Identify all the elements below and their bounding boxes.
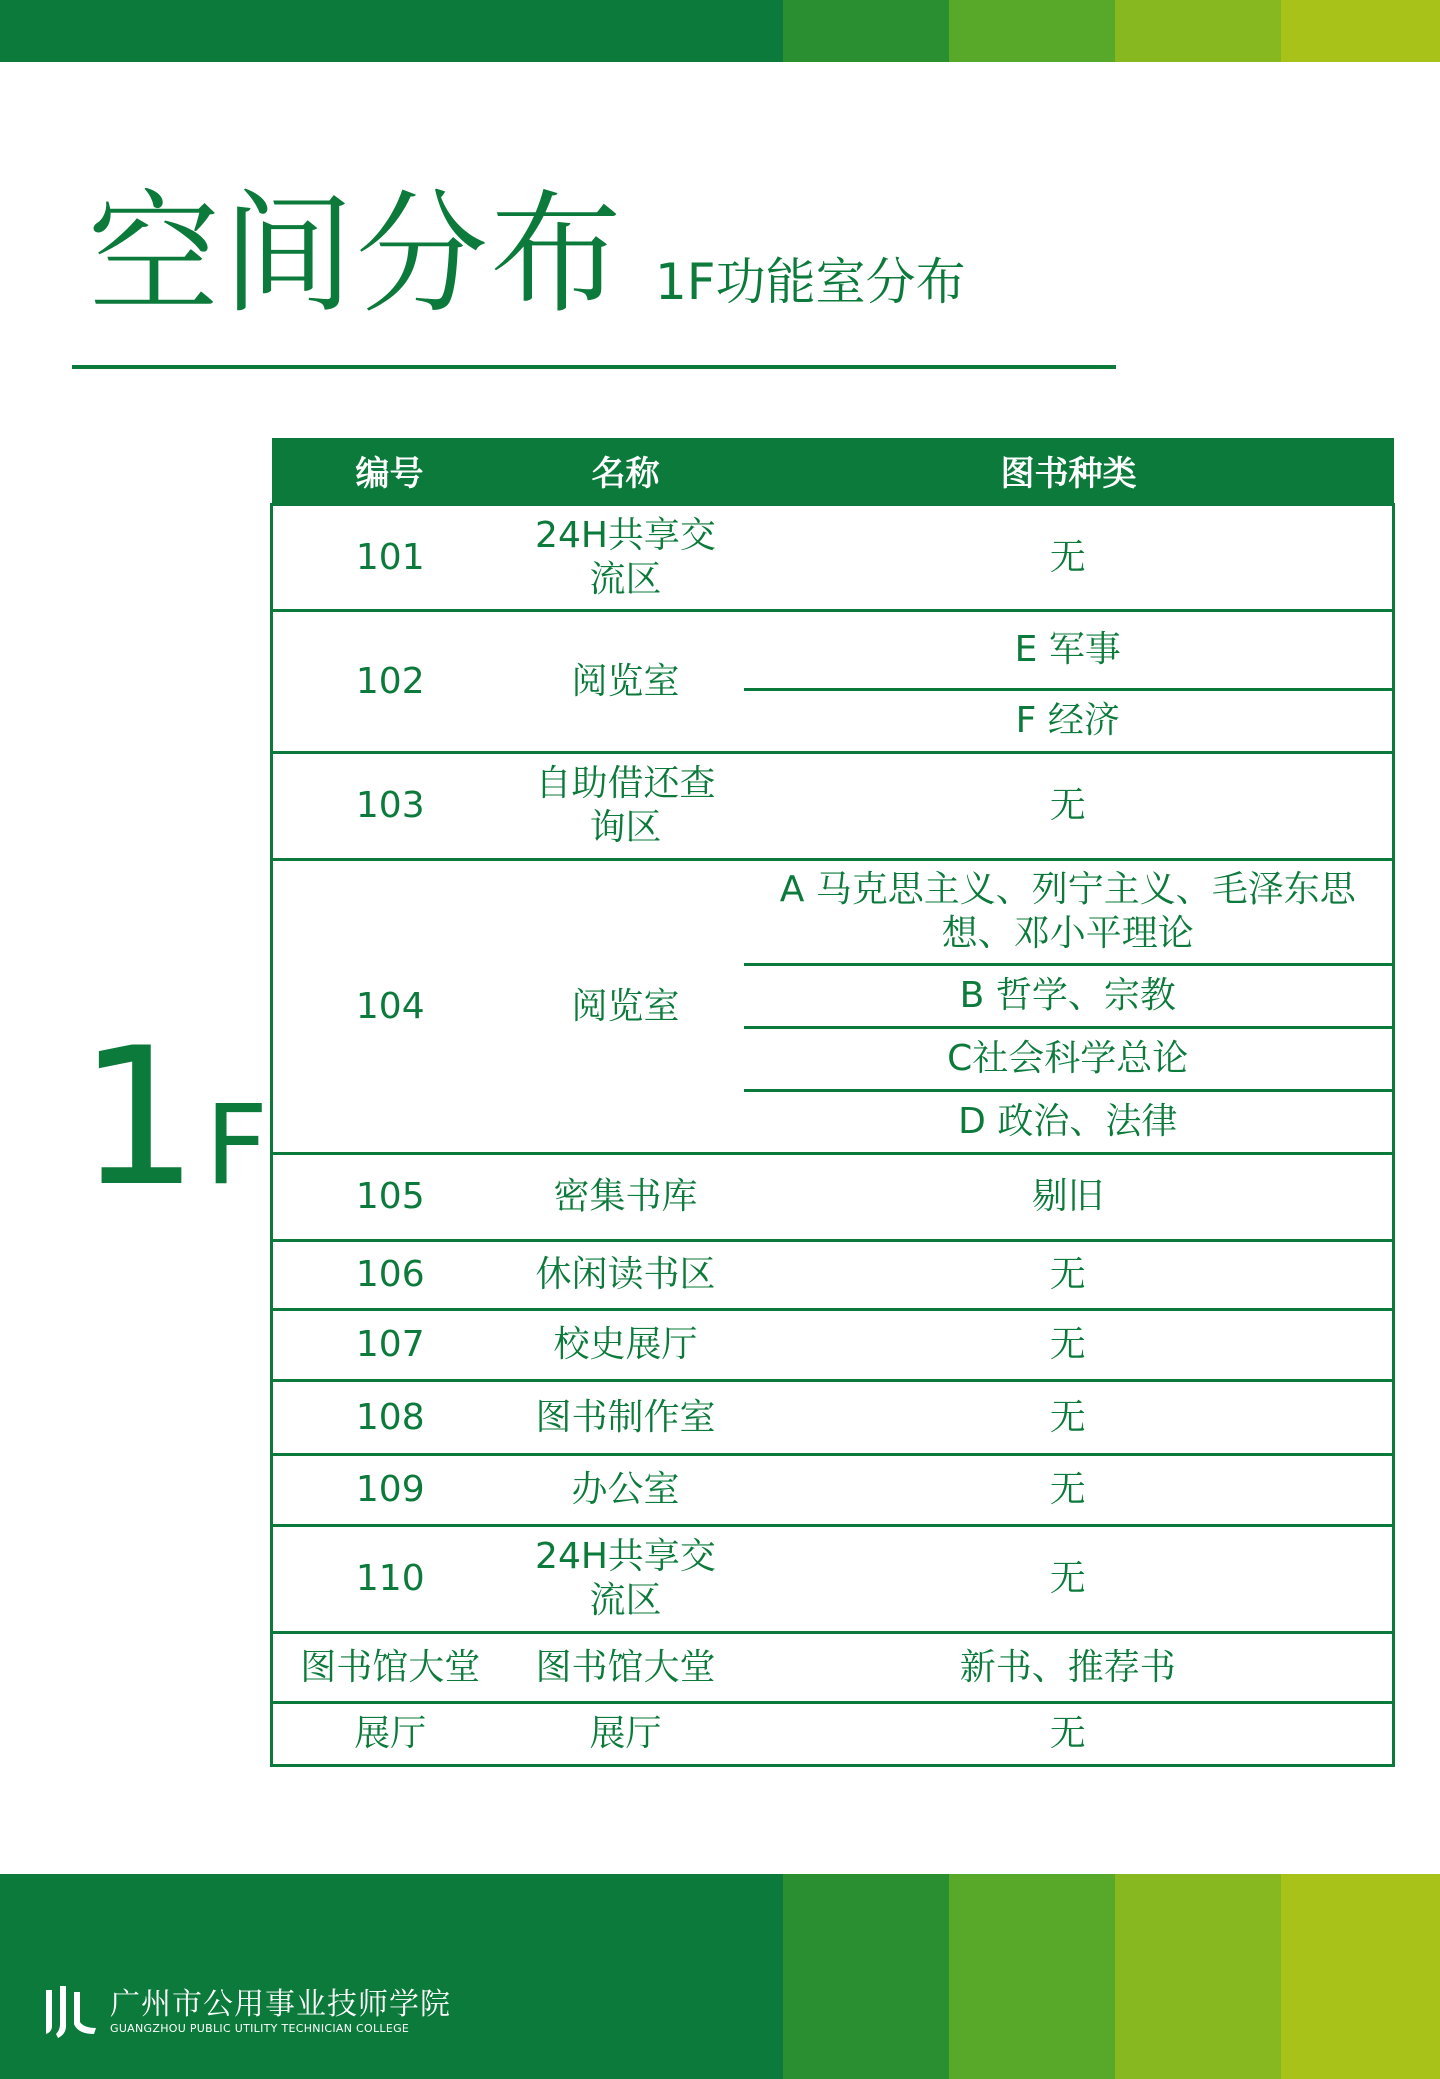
book-category-cell: 无 [744, 1455, 1394, 1526]
page-title: 空间分布 [88, 178, 624, 332]
book-category-cell: 剔旧 [744, 1154, 1394, 1241]
table-row [272, 1154, 1394, 1241]
floor-number: 1 [78, 1007, 199, 1228]
room-code-cell: 103 [272, 753, 508, 860]
column-header-code: 编号 [272, 438, 508, 505]
room-name-cell: 阅览室 [508, 860, 744, 1154]
book-category-cell: 无 [744, 1241, 1394, 1310]
room-table-body [272, 505, 1394, 1766]
table-row [272, 753, 1394, 860]
room-name-cell: 办公室 [508, 1455, 744, 1526]
room-code-cell: 104 [272, 860, 508, 1154]
room-name-cell: 图书制作室 [508, 1381, 744, 1455]
table-row [272, 1703, 1394, 1766]
room-name-cell: 密集书库 [508, 1154, 744, 1241]
room-name-cell: 图书馆大堂 [508, 1633, 744, 1703]
book-category-cell: B 哲学、宗教 [744, 965, 1394, 1028]
room-code-cell: 105 [272, 1154, 508, 1241]
room-name-cell: 校史展厅 [508, 1310, 744, 1381]
book-category-cell: 无 [744, 1381, 1394, 1455]
table-row [272, 1526, 1394, 1633]
book-category-cell: 无 [744, 1526, 1394, 1633]
table-row [272, 1381, 1394, 1455]
book-category-cell: 无 [744, 505, 1394, 611]
book-category-cell: 无 [744, 753, 1394, 860]
room-code-cell: 展厅 [272, 1703, 508, 1766]
room-code-cell: 107 [272, 1310, 508, 1381]
table-row [272, 1310, 1394, 1381]
college-logo [40, 1982, 451, 2042]
college-name-en: GUANGZHOU PUBLIC UTILITY TECHNICIAN COLLEGE [110, 2022, 410, 2035]
table-row [272, 1455, 1394, 1526]
college-emblem-icon [40, 1982, 100, 2042]
book-category-cell: 无 [744, 1703, 1394, 1766]
room-name-cell: 24H共享交 流区 [508, 505, 744, 611]
table-row [272, 505, 1394, 611]
book-category-cell: D 政治、法律 [744, 1091, 1394, 1154]
room-code-cell: 102 [272, 611, 508, 753]
college-name-cn: 广州市公用事业技师学院 [110, 1987, 451, 2022]
table-row [272, 611, 1394, 690]
room-name-cell: 自助借还查 询区 [508, 753, 744, 860]
floor-label [78, 1007, 269, 1245]
book-category-cell: E 军事 [744, 611, 1394, 690]
book-category-cell: 新书、推荐书 [744, 1633, 1394, 1703]
table-row [272, 1241, 1394, 1310]
table-row [272, 860, 1394, 965]
room-code-cell: 101 [272, 505, 508, 611]
room-code-cell: 106 [272, 1241, 508, 1310]
room-table [270, 438, 1395, 1767]
room-code-cell: 109 [272, 1455, 508, 1526]
room-name-cell: 阅览室 [508, 611, 744, 753]
column-header-category: 图书种类 [744, 438, 1394, 505]
book-category-cell: A 马克思主义、列宁主义、毛泽东思 想、邓小平理论 [744, 860, 1394, 965]
room-code-cell: 108 [272, 1381, 508, 1455]
table-row [272, 1633, 1394, 1703]
book-category-cell: C社会科学总论 [744, 1028, 1394, 1091]
room-code-cell: 110 [272, 1526, 508, 1633]
bottom-color-stripe [0, 1874, 1440, 2079]
page-subtitle: 1F功能室分布 [655, 253, 966, 311]
room-name-cell: 休闲读书区 [508, 1241, 744, 1310]
room-name-cell: 展厅 [508, 1703, 744, 1766]
floor-letter: F [204, 1081, 269, 1209]
room-name-cell: 24H共享交 流区 [508, 1526, 744, 1633]
column-header-name: 名称 [508, 438, 744, 505]
top-color-stripe [0, 0, 1440, 62]
title-divider [72, 365, 1116, 369]
book-category-cell: 无 [744, 1310, 1394, 1381]
room-code-cell: 图书馆大堂 [272, 1633, 508, 1703]
book-category-cell: F 经济 [744, 690, 1394, 753]
table-header-row [272, 438, 1394, 505]
